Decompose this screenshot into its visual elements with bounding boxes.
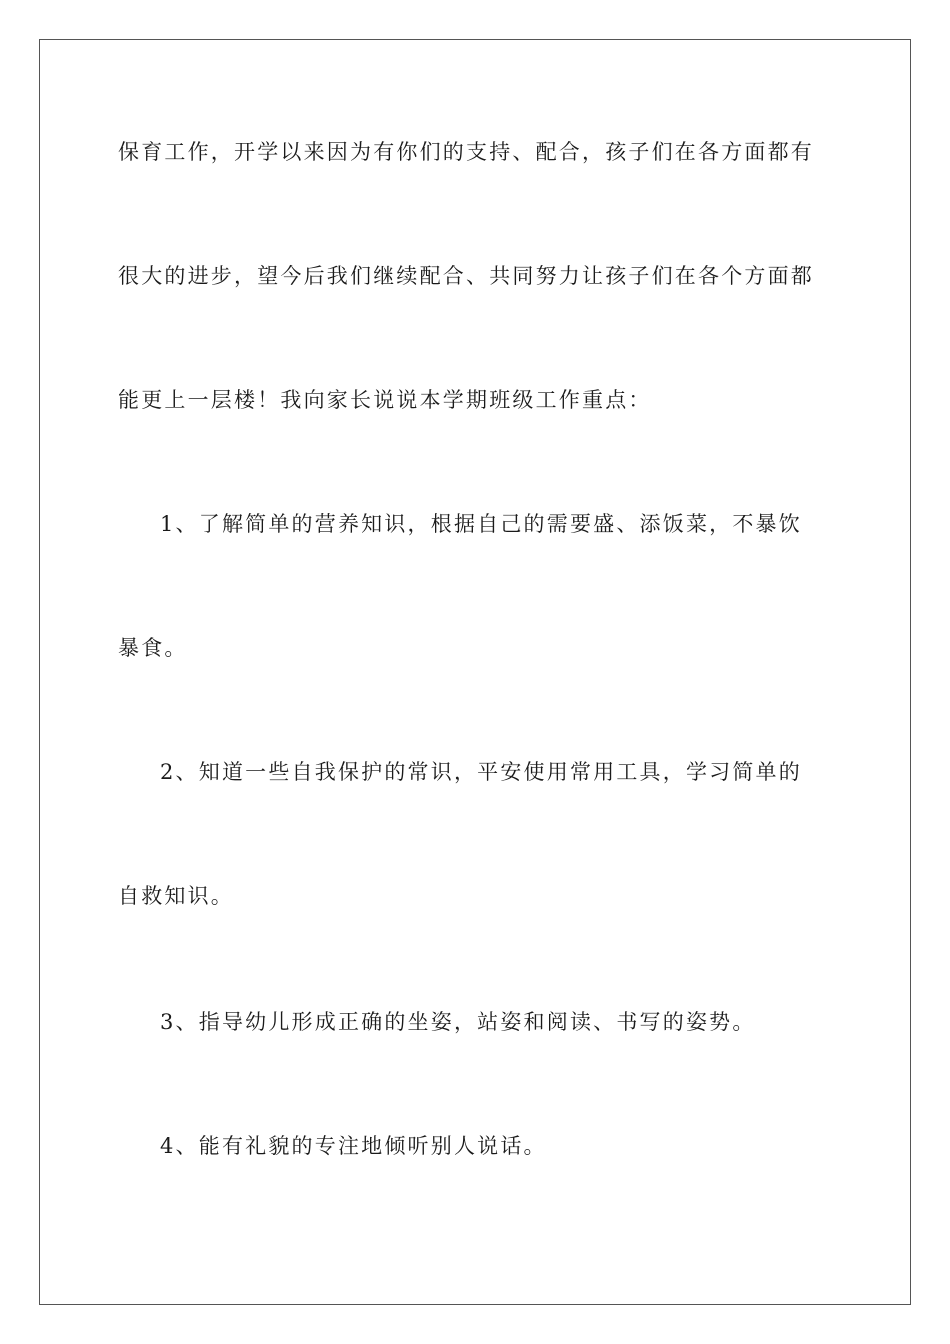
- page-border: [39, 39, 911, 1305]
- list-item-1-line-1: 1、了解简单的营养知识，根据自己的需要盛、添饭菜，不暴饮: [160, 512, 802, 536]
- paragraph-line-1: 保育工作，开学以来因为有你们的支持、配合，孩子们在各方面都有: [118, 140, 814, 164]
- list-item-4: 4、能有礼貌的专注地倾听别人说话。: [160, 1134, 547, 1158]
- paragraph-line-2: 很大的进步，望今后我们继续配合、共同努力让孩子们在各个方面都: [118, 264, 814, 288]
- paragraph-line-3: 能更上一层楼！我向家长说说本学期班级工作重点：: [118, 388, 652, 412]
- list-item-1-line-2: 暴食。: [118, 636, 188, 660]
- list-item-2-line-1: 2、知道一些自我保护的常识，平安使用常用工具，学习简单的: [160, 760, 802, 784]
- list-item-3: 3、指导幼儿形成正确的坐姿，站姿和阅读、书写的姿势。: [160, 1010, 756, 1034]
- list-item-2-line-2: 自救知识。: [118, 884, 234, 908]
